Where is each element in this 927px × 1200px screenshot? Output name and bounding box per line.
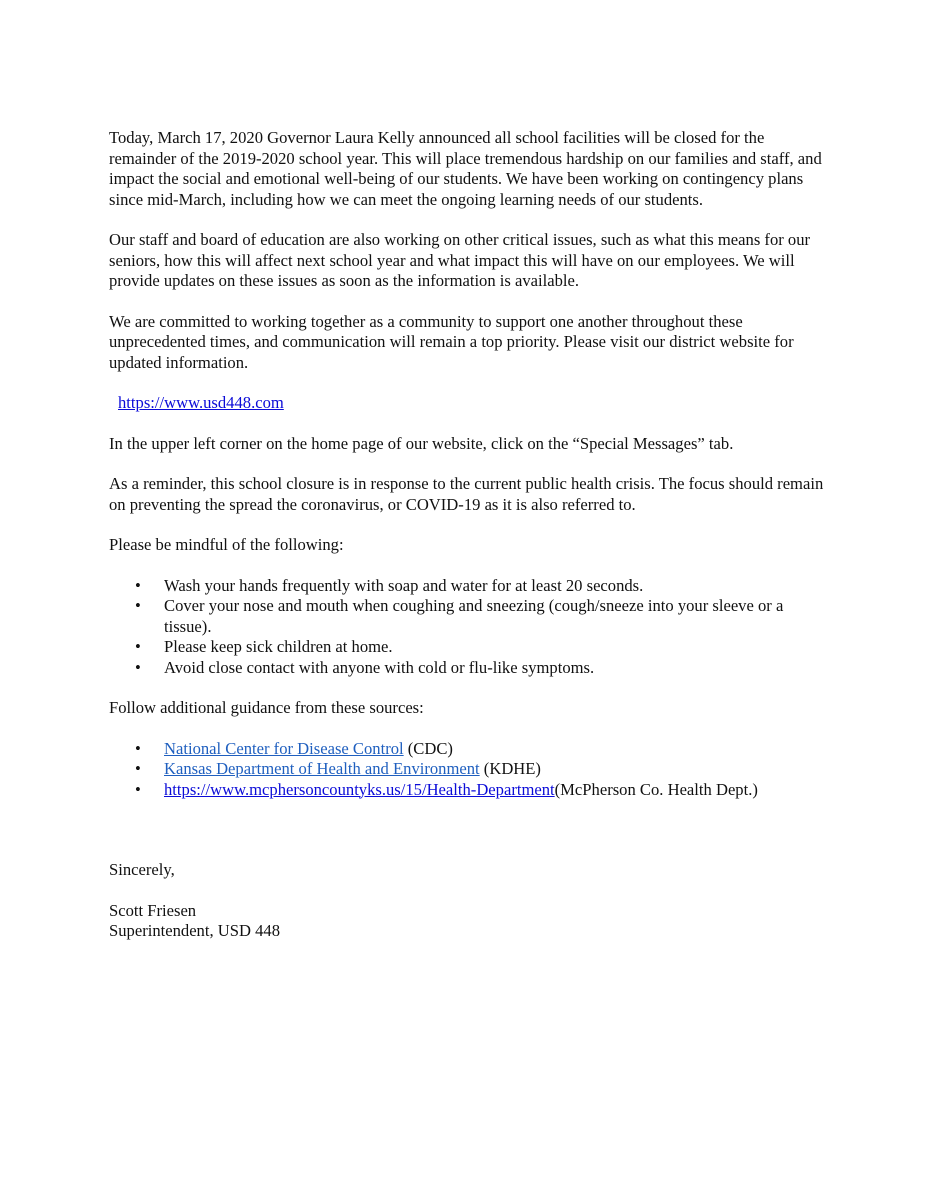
health-tips-list	[109, 576, 829, 679]
tip-text: Avoid close contact with anyone with cold or flu-like symptoms.	[164, 657, 595, 677]
reminder-paragraph: As a reminder, this school closure is in response to the current public health crisis. The focus should remain on preventing the spread the coronavirus, or COVID-19 as it is also referred to.	[109, 474, 824, 514]
website-note: In the upper left corner on the home page of our website, click on the “Special Messages” tab.	[109, 433, 734, 453]
county-health-link[interactable]: https://www.mcphersoncountyks.us/15/Health-Department	[164, 779, 555, 799]
kdhe-link[interactable]: Kansas Department of Health and Environment	[164, 759, 480, 778]
letter-body	[109, 128, 829, 942]
signer-name: Scott Friesen	[109, 900, 197, 920]
list-item	[109, 780, 829, 801]
mindful-intro: Please be mindful of the following:	[109, 535, 344, 554]
signature-block	[109, 901, 829, 942]
list-item	[109, 739, 829, 760]
bullet-icon: •	[135, 759, 141, 778]
tip-text: Wash your hands frequently with soap and water for at least 20 seconds.	[164, 575, 644, 595]
list-item	[109, 596, 829, 637]
list-item	[109, 759, 829, 780]
district-url-line	[109, 393, 829, 414]
district-website-link[interactable]: https://www.usd448.com	[118, 393, 284, 412]
tip-text: Please keep sick children at home.	[164, 637, 393, 656]
bullet-icon: •	[135, 657, 141, 677]
intro-paragraph: Today, March 17, 2020 Governor Laura Kelly announced all school facilities will be closed for the remainder of the 2019-2020 school year. This will place tremendous hardship on our families and staff, and impact the social and emotional well-being of our students. We have been working on contingency plans since mid-March, including how we can meet the ongoing learning needs of our students.	[109, 128, 822, 209]
source-suffix: (CDC)	[403, 738, 453, 758]
closing: Sincerely,	[109, 860, 175, 879]
tip-text: Cover your nose and mouth when coughing and sneezing (cough/sneeze into your sleeve or a tissue).	[164, 596, 784, 636]
source-suffix: (KDHE)	[479, 759, 541, 778]
guidance-intro: Follow additional guidance from these sources:	[109, 698, 424, 717]
bullet-icon: •	[135, 779, 141, 799]
bullet-icon: •	[135, 575, 141, 595]
community-paragraph: We are committed to working together as a community to support one another throughout these unprecedented times, and communication will remain a top priority. Please visit our district website for updated information.	[109, 311, 794, 372]
signer-title: Superintendent, USD 448	[109, 921, 280, 940]
bullet-icon: •	[135, 596, 141, 615]
cdc-link[interactable]: National Center for Disease Control	[164, 738, 404, 758]
critical-issues-paragraph: Our staff and board of education are also working on other critical issues, such as what this means for our seniors, how this will affect next school year and what impact this will have on our employees. We will provide updates on these issues as soon as the information is available.	[109, 230, 811, 290]
bullet-icon: •	[135, 738, 141, 758]
list-item	[109, 576, 829, 597]
list-item	[109, 658, 829, 679]
list-item	[109, 637, 829, 658]
bullet-icon: •	[135, 637, 141, 656]
guidance-sources-list	[109, 739, 829, 801]
source-suffix: (McPherson Co. Health Dept.)	[554, 779, 758, 799]
